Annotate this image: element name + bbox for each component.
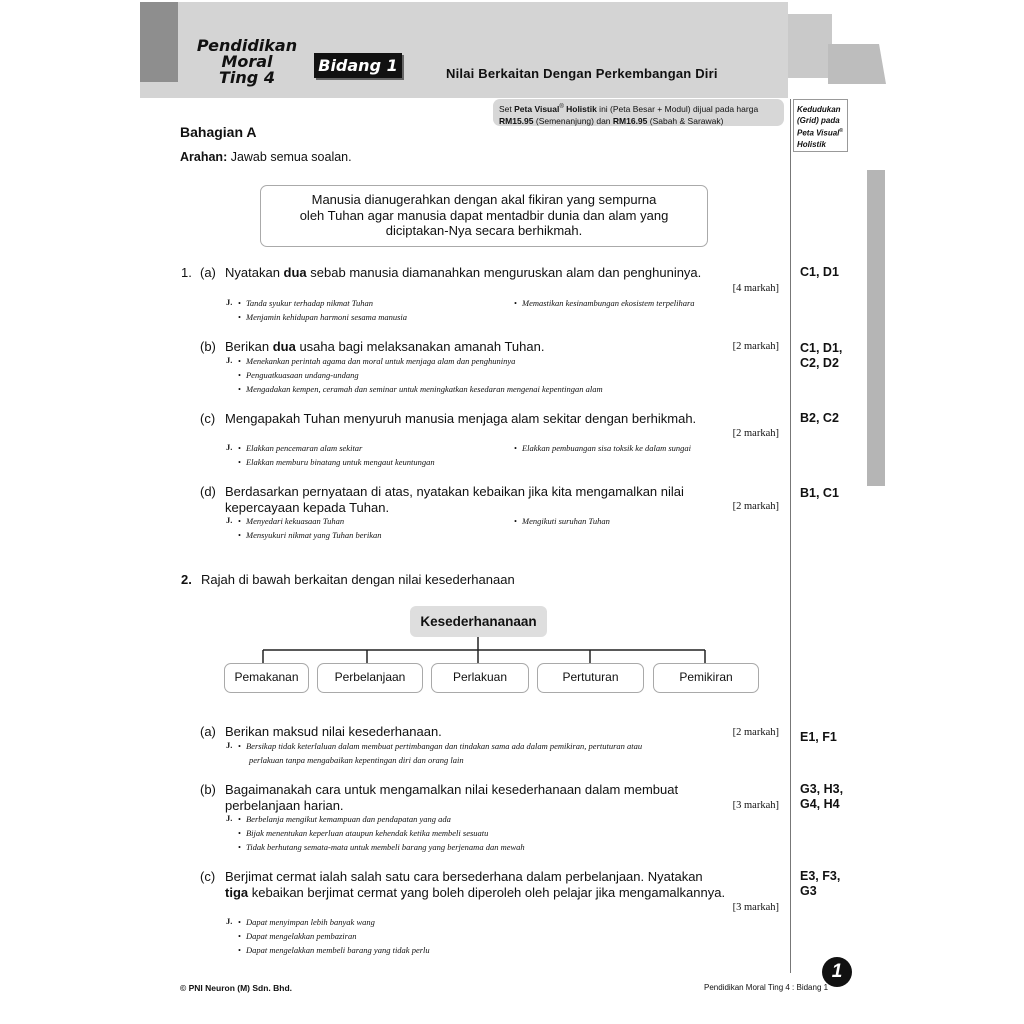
q1c-answer: • Elakkan pembuangan sisa toksik ke dalam sungai [514,441,691,455]
q1c-text: Mengapakah Tuhan menyuruh manusia menjaga alam sekitar dengan berhikmah. [225,411,697,426]
q2a-marks: [2 markah] [732,727,779,738]
q2a-grid-code: E1, F1 [800,730,837,744]
q1b-marks: [2 markah] [732,341,779,352]
q2b-marks: [3 markah] [732,800,779,811]
diagram-node: Pemikiran [653,663,759,693]
instruction: Arahan: Jawab semua soalan. [180,150,352,164]
page-number: 1 [822,957,852,987]
q2b-grid-code: G3, H3, G4, H4 [800,782,844,811]
q1d-answer-label: J. [226,515,233,525]
q2a-answer-label: J. [226,740,233,750]
stimulus-quote-box: Manusia dianugerahkan dengan akal fikiran yang sempurna oleh Tuhan agar manusia dapat mentadbir dunia dan alam yang diciptakan-Nya secara berhikmah. [260,185,708,247]
topic-title: Nilai Berkaitan Dengan Perkembangan Diri [446,66,718,81]
copyright: © PNI Neuron (M) Sdn. Bhd. [180,983,293,993]
q1c-grid-code: B2, C2 [800,411,839,425]
q2b-answer: • Tidak berhutang semata-mata untuk membeli barang yang berjenama dan mewah [238,840,525,854]
q1b-answer: • Mengadakan kempen, ceramah dan seminar untuk meningkatkan kesedaran mengenai kepentingan alam [238,382,603,396]
q1d-marks: [2 markah] [732,501,779,512]
q2c-marks: [3 markah] [732,902,779,913]
q1d-text: Berdasarkan pernyataan di atas, nyatakan kebaikan jika kita mengamalkan nilai kepercayaan kepada Tuhan. [225,484,684,515]
q1b-grid-code: C1, D1, C2, D2 [800,341,843,370]
q1a-label: (a) [200,265,216,280]
price-note: Set Peta Visual® Holistik ini (Peta Besar + Modul) dijual pada harga RM15.95 (Semenanjung) dan RM16.95 (Sabah & Sarawak) [493,99,784,126]
q1a-marks: [4 markah] [732,283,779,294]
q1a-grid-code: C1, D1 [800,265,839,279]
q1d-answer: • Mengikuti suruhan Tuhan [514,514,610,528]
q1a-answer: • Menjamin kehidupan harmoni sesama manusia [238,310,407,324]
q1b-answer: • Penguatkuasaan undang-undang [238,368,359,382]
q1b-text: Berikan dua usaha bagi melaksanakan amanah Tuhan. [225,339,545,354]
q2c-answer: • Dapat mengelakkan membeli barang yang tidak perlu [238,943,430,957]
q1d-answer: • Menyedari kekuasaan Tuhan [238,514,344,528]
q2b-answer-label: J. [226,813,233,823]
question-1-number: 1. [181,265,192,280]
q2a-label: (a) [200,724,216,739]
section-title: Bahagian A [180,124,257,140]
q2c-text: Berjimat cermat ialah salah satu cara bersederhana dalam perbelanjaan. Nyatakan tiga kebaikan berjimat cermat yang boleh diperoleh oleh pelajar jika mengamalkannya. [225,869,726,900]
q1d-label: (d) [200,484,216,499]
q1d-grid-code: B1, C1 [800,486,839,500]
q2b-text: Bagaimanakah cara untuk mengamalkan nilai kesederhanaan dalam membuat perbelanjaan harian. [225,782,679,813]
q1a-text: Nyatakan dua sebab manusia diamanahkan menguruskan alam dan penghuninya. [225,265,702,280]
question-2-number: 2. [181,572,192,587]
q1c-marks: [2 markah] [732,428,779,439]
q2a-answer: • Bersikap tidak keterlaluan dalam membuat pertimbangan dan tindakan sama ada dalam pemikiran, pertuturan atau [238,739,642,753]
q1b-answer-label: J. [226,355,233,365]
q2c-grid-code: E3, F3, G3 [800,869,841,898]
q2-stem: Rajah di bawah berkaitan dengan nilai kesederhanaan [201,572,515,587]
diagram-root-node: Kesederhananaan [410,606,547,637]
diagram-node: Pertuturan [537,663,644,693]
q2a-text: Berikan maksud nilai kesederhanaan. [225,724,442,739]
q1c-answer-label: J. [226,442,233,452]
q1c-answer: • Elakkan pencemaran alam sekitar [238,441,362,455]
bidang-badge: Bidang 1 [314,53,402,78]
q1a-answer: • Memastikan kesinambungan ekosistem terpelihara [514,296,695,310]
running-footer: Pendidikan Moral Ting 4 : Bidang 1 [704,983,829,992]
q1b-label: (b) [200,339,216,354]
q2a-answer-continued: perlakuan tanpa mengabaikan kepentingan diri dan orang lain [249,755,464,765]
q1a-answer-label: J. [226,297,233,307]
q1d-answer: • Mensyukuri nikmat yang Tuhan berikan [238,528,382,542]
logo-line-2: Moral [221,52,273,71]
diagram-node: Perbelanjaan [317,663,423,693]
q2c-answer: • Dapat menyimpan lebih banyak wang [238,915,375,929]
q2c-label: (c) [200,869,216,884]
diagram-node: Perlakuan [431,663,529,693]
q2b-answer: • Berbelanja mengikut kemampuan dan pendapatan yang ada [238,812,451,826]
logo-line-1: Pendidikan [196,36,298,55]
q2b-label: (b) [200,782,216,797]
q2c-answer: • Dapat mengelakkan pembaziran [238,929,356,943]
logo-line-3: Ting 4 [219,68,275,87]
q1c-answer: • Elakkan memburu binatang untuk mengaut keuntungan [238,455,435,469]
grid-position-box: Kedudukan (Grid) pada Peta Visual® Holistik [793,99,848,152]
q2c-answer-label: J. [226,916,233,926]
q1a-answer: • Tanda syukur terhadap nikmat Tuhan [238,296,373,310]
q1c-label: (c) [200,411,216,426]
diagram-node: Pemakanan [224,663,309,693]
q1b-answer: • Menekankan perintah agama dan moral untuk menjaga alam dan penghuninya [238,354,515,368]
q2b-answer: • Bijak menentukan keperluan ataupun kehendak ketika membeli sesuatu [238,826,488,840]
